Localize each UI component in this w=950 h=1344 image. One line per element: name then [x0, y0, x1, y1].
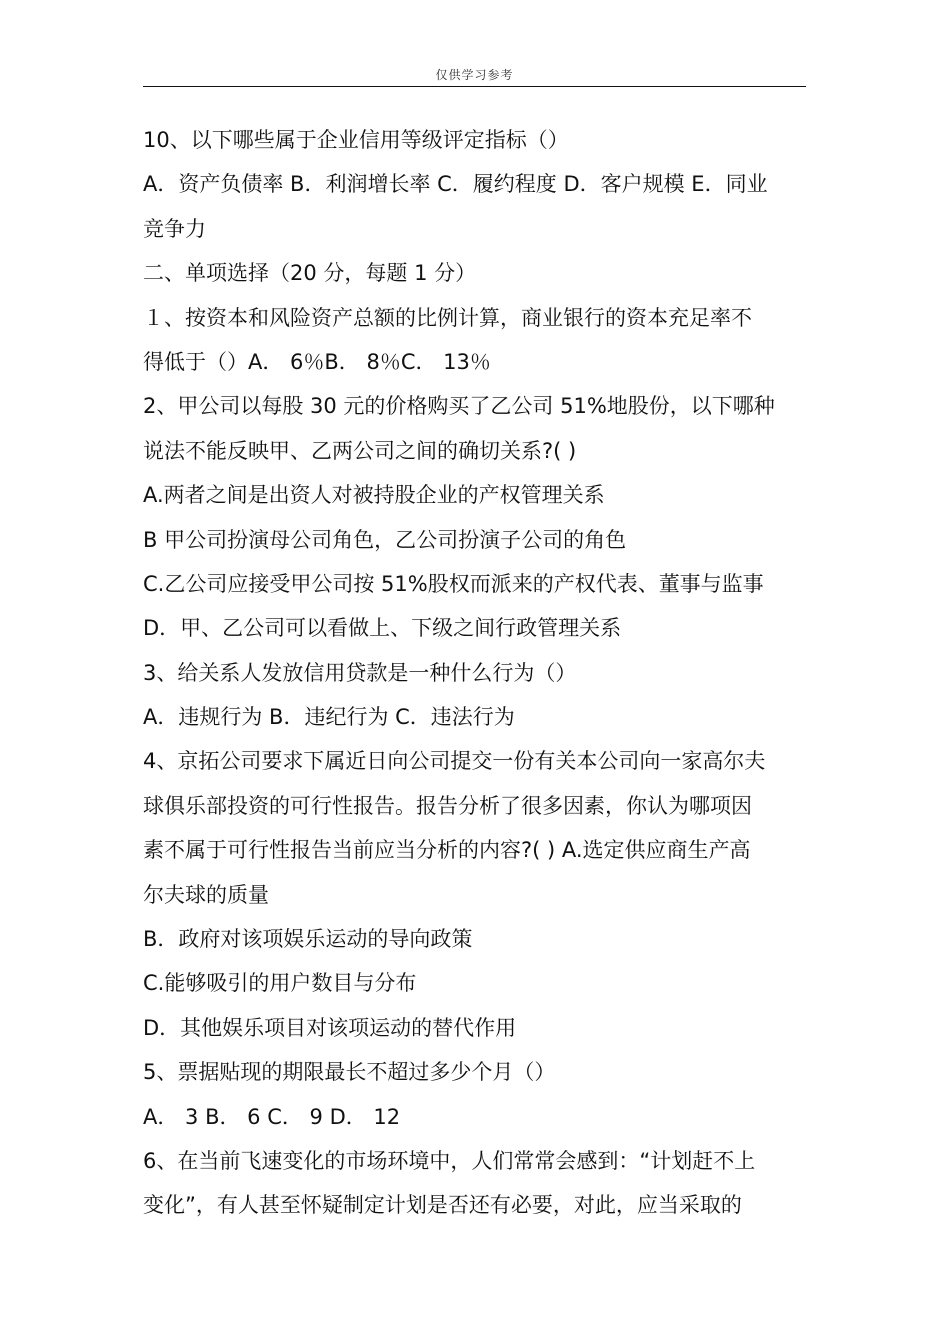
- text-line: 素不属于可行性报告当前应当分析的内容?( ) A.选定供应商生产高: [143, 838, 751, 863]
- text-line: 5、票据贴现的期限最长不超过多少个月（）: [143, 1060, 556, 1085]
- text-line: 得低于（）A． 6％B． 8％C． 13％: [143, 349, 491, 374]
- text-line: 4、京拓公司要求下属近日向公司提交一份有关本公司向一家高尔夫: [143, 749, 766, 774]
- text-line: 变化”，有人甚至怀疑制定计划是否还有必要，对此，应当采取的: [143, 1193, 742, 1218]
- text-line: B 甲公司扮演母公司角色，乙公司扮演子公司的角色: [143, 527, 627, 552]
- text-line: 竞争力: [143, 216, 206, 241]
- text-line: 2、甲公司以每股 30 元的价格购买了乙公司 51%地股份，以下哪种: [143, 394, 775, 419]
- text-line: 10、以下哪些属于企业信用等级评定指标（）: [143, 128, 569, 152]
- text-line: C.能够吸引的用户数目与分布: [143, 971, 417, 996]
- text-line: A.两者之间是出资人对被持股企业的产权管理关系: [143, 483, 605, 508]
- text-line: D．甲、乙公司可以看做上、下级之间行政管理关系: [143, 616, 622, 641]
- page-header: 仅供学习参考: [435, 68, 514, 82]
- text-line: B．政府对该项娱乐运动的导向政策: [143, 927, 473, 952]
- text-line: C.乙公司应接受甲公司按 51%股权而派来的产权代表、董事与监事: [143, 571, 764, 596]
- text-line: 尔夫球的质量: [143, 882, 269, 907]
- section-heading: 二、单项选择（20 分，每题 1 分）: [143, 261, 477, 286]
- header-divider: [143, 86, 806, 87]
- text-line: 6、在当前飞速变化的市场环境中，人们常常会感到：“计划赶不上: [143, 1148, 756, 1173]
- text-line: 球俱乐部投资的可行性报告。报告分析了很多因素，你认为哪项因: [143, 793, 752, 818]
- document-body: [143, 118, 813, 1228]
- text-line: 3、给关系人发放信用贷款是一种什么行为（）: [143, 660, 577, 685]
- text-line: A． 3 B． 6 C． 9 D． 12: [143, 1104, 401, 1129]
- text-line: D．其他娱乐项目对该项运动的替代作用: [143, 1015, 517, 1040]
- text-line: A．资产负债率 B．利润增长率 C．履约程度 D．客户规模 E．同业: [143, 172, 768, 197]
- text-line: A．违规行为 B．违纪行为 C．违法行为: [143, 705, 515, 730]
- text-line: 说法不能反映甲、乙两公司之间的确切关系?( ): [143, 438, 577, 463]
- text-line: １、按资本和风险资产总额的比例计算，商业银行的资本充足率不: [143, 305, 752, 330]
